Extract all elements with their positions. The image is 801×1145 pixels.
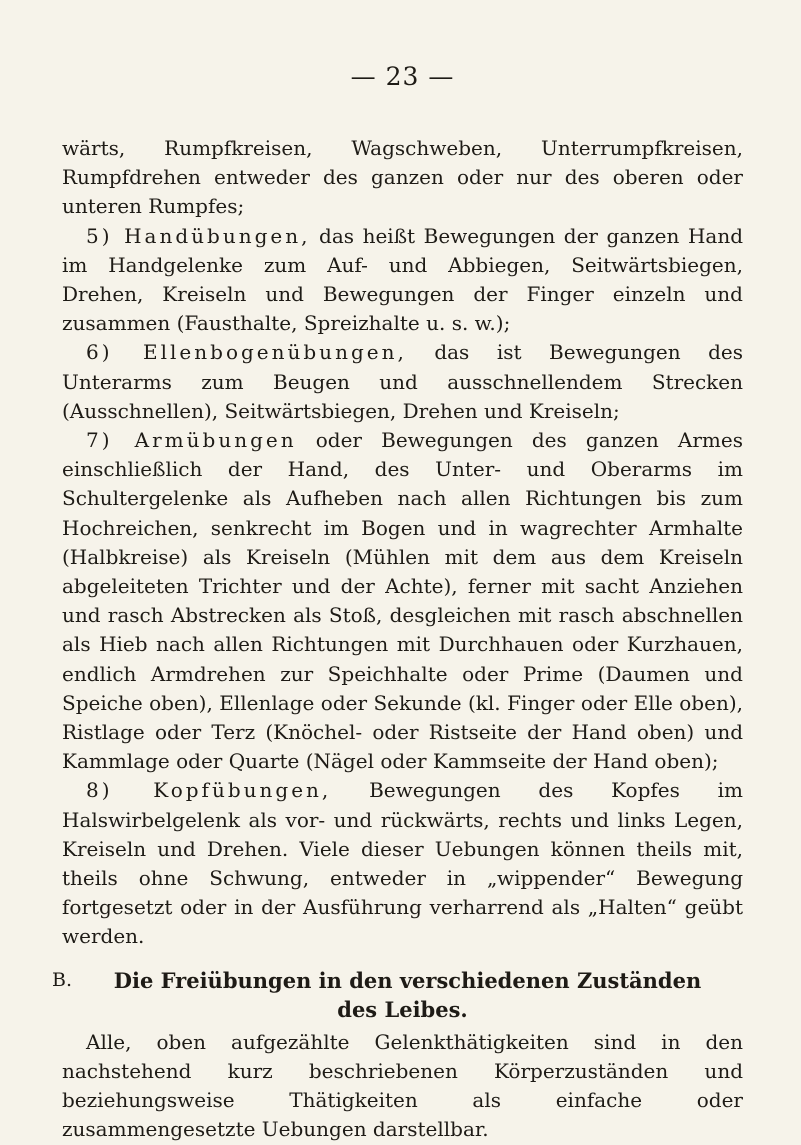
section-title-line-1: Die Freiübungen in den verschiedenen Zuständen [113,967,702,993]
paragraph-hand-exercises [62,222,743,339]
paragraph-arm-exercises [62,426,743,776]
section-title-line-2: des Leibes. [337,996,468,1022]
page-number: — 23 — [350,62,455,91]
paragraph-text: das heißt Bewegungen der ganzen Hand im Handgelenke zum Auf- und Abbiegen, Seitwärtsbiegen, Drehen, Kreiseln und Bewegungen der Finger einzeln und zusammen (Fausthalte, Spreizhalte u. s. w.); [62,223,744,336]
paragraph-head-exercises [62,776,743,951]
paragraph-lead: 5) Handübungen, [86,223,311,248]
body-text [52,134,744,1145]
section-heading [52,966,743,1024]
paragraph-text: Bewegungen des Kopfes im Halswirbelgelenk als vor- und rückwärts, rechts und links Legen, Kreiseln und Drehen. Viele dieser Uebungen können theils mit, theils ohne Schwung, entweder in „wippender“ Bewegung fortgesetzt oder in der Ausführung verharrend als „Halten“ geübt werden. [62,778,744,949]
section-letter: B. [52,968,73,991]
paragraph-text: wärts, Rumpfkreisen, Wagschweben, Unterrumpfkreisen, Rumpfdrehen entweder des ganzen oder nur des oberen oder unteren Rumpfes; [62,136,743,219]
paragraph-lead: 8) Kopfübungen, [86,778,332,803]
paragraph-lead: 6) Ellenbogenübungen, [86,340,407,365]
paragraph-closing [62,1028,743,1145]
paragraph-rumpf-continuation [62,134,743,222]
paragraph-lead: 7) Armübungen [86,428,297,453]
paragraph-text: oder Bewegungen des ganzen Armes einschließlich der Hand, des Unter- und Oberarms im Schultergelenke als Aufheben nach allen Richtungen bis zum Hochreichen, senkrecht im Bogen und in wagrechter Armhalte (Halbkreise) als Kreiseln (Mühlen mit dem aus dem Kreiseln abgeleiteten Trichter und der Achte), ferner mit sacht Anziehen und rasch Abstrecken als Stoß, desgleichen mit rasch abschnellen als Hieb nach allen Richtungen mit Durchhauen oder Kurzhauen, endlich Armdrehen zur Speichhalte oder Prime (Daumen und Speiche oben), Ellenlage oder Sekunde (kl. Finger oder Elle oben), Ristlage oder Terz (Knöchel- oder Ristseite der Hand oben) und Kammlage oder Quarte (Nägel oder Kammseite der Hand oben); [62,428,743,774]
paragraph-text: Alle, oben aufgezählte Gelenkthätigkeiten sind in den nachstehend kurz beschriebenen Körperzuständen und beziehungsweise Thätigkeiten als einfache oder zusammengesetzte Uebungen darstellbar. [62,1029,743,1142]
paragraph-elbow-exercises [62,338,743,426]
paragraph-text: das ist Bewegungen des Unterarms zum Beugen und ausschnellendem Strecken (Ausschnellen), Seitwärtsbiegen, Drehen und Kreiseln; [62,340,743,423]
